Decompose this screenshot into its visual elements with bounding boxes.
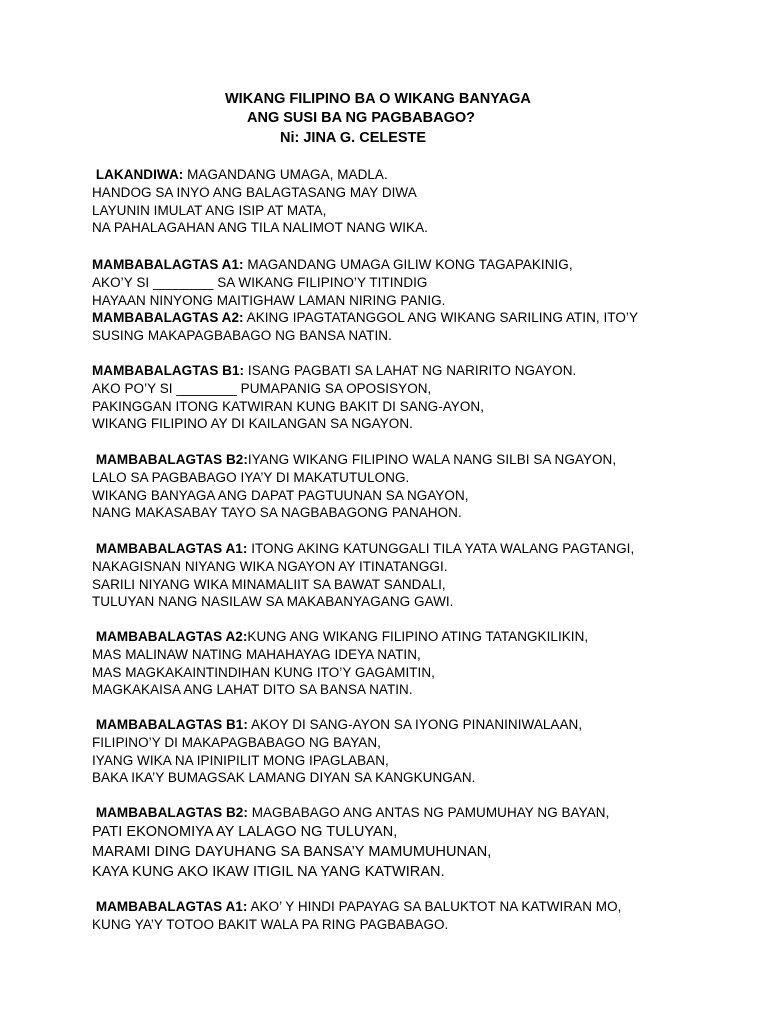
verse-line: HAYAAN NINYONG MAITIGHAW LAMAN NIRING PANIG. [92, 292, 446, 308]
verse-line: IYANG WIKA NA IPINIPILIT MONG IPAGLABAN, [92, 752, 389, 768]
verse-line: NA PAHALAGAHAN ANG TILA NALIMOT NANG WIKA. [92, 220, 428, 236]
verse-line: PAKINGGAN ITONG KATWIRAN KUNG BAKIT DI SANG-AYON, [92, 398, 485, 414]
author-line: Ni: JINA G. CELESTE [280, 130, 427, 146]
verse-line: LALO SA PAGBABAGO IYA’Y DI MAKATUTULONG. [92, 469, 410, 485]
title-line-1: WIKANG FILIPINO BA O WIKANG BANYAGA [225, 91, 531, 107]
verse-line: PATI EKONOMIYA AY LALAGO NG TULUYAN, [92, 823, 398, 840]
stanza-b1-second [92, 716, 752, 787]
verse-line: AKO’Y SI ________ SA WIKANG FILIPINO’Y TITINDIG [92, 274, 428, 290]
verse-line: FILIPINO’Y DI MAKAPAGBABAGO NG BAYAN, [92, 734, 381, 750]
stanza-b2 [92, 451, 752, 522]
verse-line: MAMBABALAGTAS B1: ISANG PAGBATI SA LAHAT NG NARIRITO NGAYON. [92, 363, 577, 378]
verse-line: LAKANDIWA: MAGANDANG UMAGA, MADLA. [95, 167, 388, 182]
verse-line: KAYA KUNG AKO IKAW ITIGIL NA YANG KATWIRAN. [92, 863, 445, 880]
speaker-label: MAMBABALAGTAS B1: [92, 363, 245, 378]
stanza-lakandiwa [92, 166, 752, 237]
speaker-label: MAMBABALAGTAS B1: [95, 717, 248, 732]
verse-line: WIKANG BANYAGA ANG DAPAT PAGTUUNAN SA NGAYON, [92, 487, 469, 503]
speaker-label: MAMBABALAGTAS A1: [92, 257, 244, 272]
stanza-a1-second [92, 540, 752, 611]
stanza-b1 [92, 362, 752, 433]
stanza-a1-a2 [92, 256, 752, 345]
verse-line: AKO PO’Y SI ________ PUMAPANIG SA OPOSISYON, [92, 380, 432, 396]
verse-line: SUSING MAKAPAGBABAGO NG BANSA NATIN. [92, 328, 392, 344]
verse-line: MAMBABALAGTAS A2: AKING IPAGTATANGGOL ANG WIKANG SARILING ATIN, ITO’Y [92, 310, 639, 326]
verse-line: WIKANG FILIPINO AY DI KAILANGAN SA NGAYON. [92, 416, 413, 432]
verse-line: MAGKAKAISA ANG LAHAT DITO SA BANSA NATIN. [92, 682, 413, 698]
speaker-label: LAKANDIWA: [95, 167, 184, 182]
speaker-label: MAMBABALAGTAS A2: [92, 310, 244, 326]
verse-line: MAMBABALAGTAS A1: MAGANDANG UMAGA GILIW KONG TAGAPAKINIG, [92, 257, 573, 272]
stanza-a1-third [92, 898, 752, 934]
verse-line: LAYUNIN IMULAT ANG ISIP AT MATA, [92, 202, 327, 218]
verse-line: NAKAGISNAN NIYANG WIKA NGAYON AY ITINATANGGI. [92, 558, 448, 574]
verse-line: TULUYAN NANG NASILAW SA MAKABANYAGANG GAWI. [92, 594, 454, 610]
title-line-2: ANG SUSI BA NG PAGBABAGO? [247, 110, 475, 126]
verse-line: BAKA IKA’Y BUMAGSAK LAMANG DIYAN SA KANGKUNGAN. [92, 770, 476, 786]
verse-line: MAS MALINAW NATING MAHAHAYAG IDEYA NATIN, [92, 646, 421, 662]
speaker-label: MAMBABALAGTAS A2: [95, 629, 248, 644]
verse-line: MAS MAGKAKAINTINDIHAN KUNG ITO’Y GAGAMITIN, [92, 664, 435, 680]
verse-line: MAMBABALAGTAS A2:KUNG ANG WIKANG FILIPINO ATING TATANGKILIKIN, [95, 629, 589, 644]
speaker-label: MAMBABALAGTAS B2: [95, 452, 248, 467]
verse-line: NANG MAKASABAY TAYO SA NAGBABAGONG PANAHON. [92, 505, 462, 521]
verse-line: MAMBABALAGTAS B2:IYANG WIKANG FILIPINO WALA NANG SILBI SA NGAYON, [95, 452, 617, 467]
stanza-a2-second [92, 628, 752, 699]
verse-line: MAMBABALAGTAS B1: AKOY DI SANG-AYON SA IYONG PINANINIWALAAN, [95, 717, 583, 732]
verse-line: MAMBABALAGTAS A1: AKO’ Y HINDI PAPAYAG SA BALUKTOT NA KATWIRAN MO, [95, 899, 622, 914]
speaker-label: MAMBABALAGTAS A1: [95, 541, 248, 556]
verse-line: MAMBABALAGTAS B2: MAGBABAGO ANG ANTAS NG PAMUMUHAY NG BAYAN, [95, 805, 610, 820]
verse-line: KUNG YA’Y TOTOO BAKIT WALA PA RING PAGBABAGO. [92, 916, 449, 932]
verse-line: MAMBABALAGTAS A1: ITONG AKING KATUNGGALI TILA YATA WALANG PAGTANGI, [95, 541, 635, 556]
speaker-label: MAMBABALAGTAS B2: [95, 805, 248, 820]
verse-line: SARILI NIYANG WIKA MINAMALIIT SA BAWAT SANDALI, [92, 576, 446, 592]
verse-line: HANDOG SA INYO ANG BALAGTASANG MAY DIWA [92, 184, 417, 200]
speaker-label: MAMBABALAGTAS A1: [95, 899, 248, 914]
stanza-b2-second [92, 804, 752, 882]
verse-line: MARAMI DING DAYUHANG SA BANSA’Y MAMUMUHUNAN, [92, 843, 492, 860]
